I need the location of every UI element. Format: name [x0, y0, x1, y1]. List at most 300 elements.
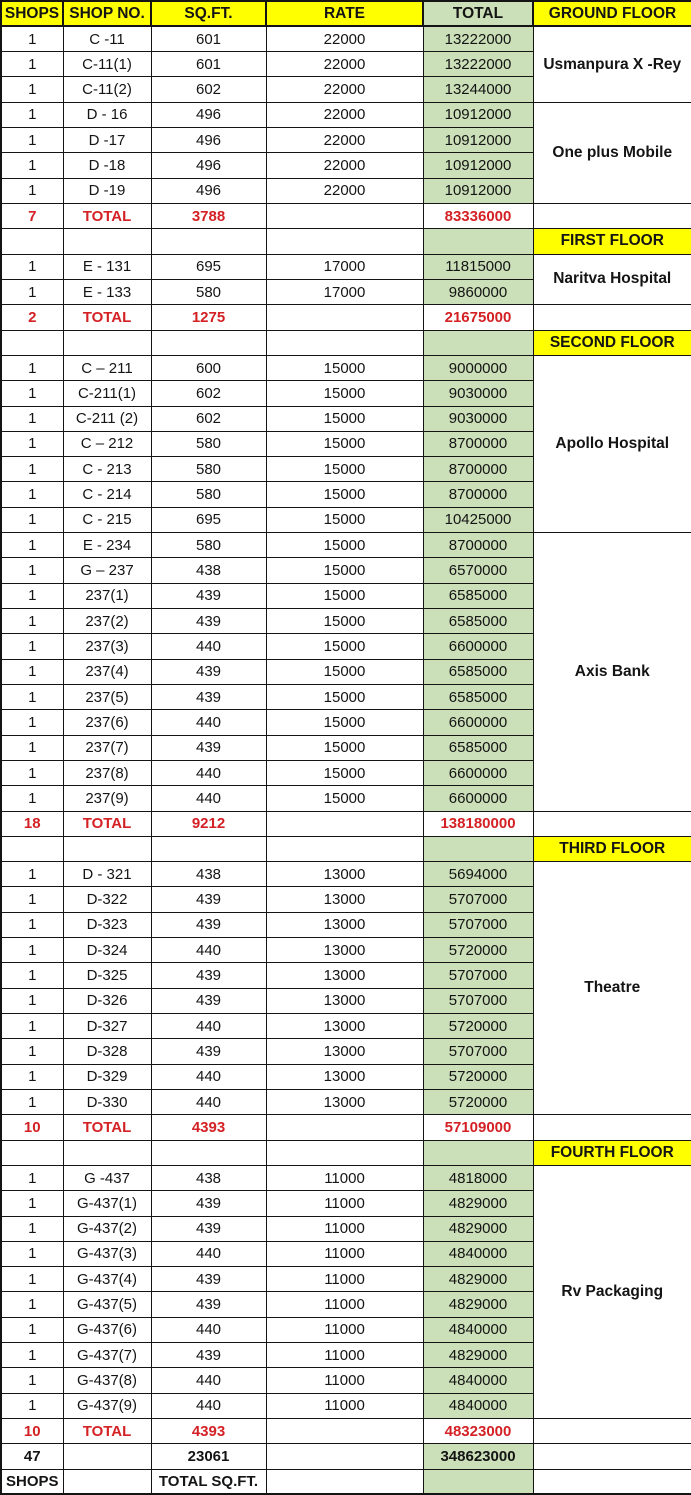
cell-rate[interactable]: 15000	[266, 786, 423, 811]
cell-sqft[interactable]: 440	[151, 1317, 266, 1342]
tenant-cell[interactable]: Theatre	[533, 862, 691, 1115]
cell-shop-no[interactable]: D-330	[63, 1089, 151, 1114]
cell-shop-no[interactable]: G -437	[63, 1165, 151, 1190]
cell-shops[interactable]: 1	[1, 482, 63, 507]
total-label-cell[interactable]: TOTAL	[63, 204, 151, 229]
empty-total-cell[interactable]	[423, 229, 533, 254]
cell-rate[interactable]: 13000	[266, 1089, 423, 1114]
cell-shop-no[interactable]: G-437(4)	[63, 1267, 151, 1292]
tenant-cell[interactable]: Naritva Hospital	[533, 254, 691, 305]
cell-sqft[interactable]: 440	[151, 1089, 266, 1114]
cell-rate[interactable]: 11000	[266, 1191, 423, 1216]
total-sqft-cell[interactable]: 4393	[151, 1419, 266, 1444]
cell-shops[interactable]: 1	[1, 279, 63, 304]
cell-shop-no[interactable]: C – 211	[63, 355, 151, 380]
total-shops-cell[interactable]: 7	[1, 204, 63, 229]
cell-shops[interactable]: 1	[1, 1064, 63, 1089]
empty-cell[interactable]	[151, 1140, 266, 1165]
cell-shops[interactable]: 1	[1, 1267, 63, 1292]
empty-cell[interactable]	[533, 1444, 691, 1469]
cell-total[interactable]: 8700000	[423, 457, 533, 482]
cell-rate[interactable]: 11000	[266, 1292, 423, 1317]
tenant-cell[interactable]: Apollo Hospital	[533, 355, 691, 532]
cell-rate[interactable]: 13000	[266, 862, 423, 887]
cell-shops[interactable]: 1	[1, 128, 63, 153]
total-label-cell[interactable]: TOTAL	[63, 305, 151, 330]
cell-shops[interactable]: 1	[1, 77, 63, 102]
cell-sqft[interactable]: 496	[151, 102, 266, 127]
cell-sqft[interactable]: 580	[151, 533, 266, 558]
empty-cell[interactable]	[533, 305, 691, 330]
empty-cell[interactable]	[266, 1469, 423, 1494]
cell-sqft[interactable]: 580	[151, 431, 266, 456]
cell-shops[interactable]: 1	[1, 1216, 63, 1241]
cell-sqft[interactable]: 439	[151, 887, 266, 912]
cell-shops[interactable]: 1	[1, 634, 63, 659]
cell-shops[interactable]: 1	[1, 1039, 63, 1064]
cell-rate[interactable]: 11000	[266, 1241, 423, 1266]
empty-cell[interactable]	[533, 1469, 691, 1494]
cell-total[interactable]: 13244000	[423, 77, 533, 102]
cell-total[interactable]: 4840000	[423, 1241, 533, 1266]
cell-total[interactable]: 6585000	[423, 659, 533, 684]
cell-rate[interactable]: 15000	[266, 355, 423, 380]
total-sqft-cell[interactable]: 3788	[151, 204, 266, 229]
cell-shop-no[interactable]: D-322	[63, 887, 151, 912]
cell-shops[interactable]: 1	[1, 558, 63, 583]
grand-total-sqft-cell[interactable]: 23061	[151, 1444, 266, 1469]
cell-rate[interactable]: 11000	[266, 1393, 423, 1418]
cell-rate[interactable]: 11000	[266, 1343, 423, 1368]
total-shops-cell[interactable]: 10	[1, 1115, 63, 1140]
cell-shops[interactable]: 1	[1, 963, 63, 988]
cell-sqft[interactable]: 439	[151, 583, 266, 608]
cell-shop-no[interactable]: G-437(1)	[63, 1191, 151, 1216]
cell-total[interactable]: 6600000	[423, 634, 533, 659]
empty-total-cell[interactable]	[423, 836, 533, 861]
cell-total[interactable]: 6600000	[423, 786, 533, 811]
cell-shop-no[interactable]: D-328	[63, 1039, 151, 1064]
cell-sqft[interactable]: 440	[151, 1241, 266, 1266]
cell-rate[interactable]: 15000	[266, 507, 423, 532]
cell-rate[interactable]: 13000	[266, 887, 423, 912]
cell-sqft[interactable]: 440	[151, 1064, 266, 1089]
cell-shops[interactable]: 1	[1, 178, 63, 203]
cell-shops[interactable]: 1	[1, 684, 63, 709]
cell-sqft[interactable]: 439	[151, 1191, 266, 1216]
cell-sqft[interactable]: 439	[151, 988, 266, 1013]
cell-shops[interactable]: 1	[1, 1393, 63, 1418]
cell-shops[interactable]: 1	[1, 1014, 63, 1039]
cell-total[interactable]: 4829000	[423, 1267, 533, 1292]
column-header-1[interactable]: SHOP NO.	[63, 1, 151, 26]
cell-shops[interactable]: 1	[1, 735, 63, 760]
cell-shops[interactable]: 1	[1, 786, 63, 811]
cell-sqft[interactable]: 440	[151, 786, 266, 811]
cell-shop-no[interactable]: C-11(2)	[63, 77, 151, 102]
cell-shops[interactable]: 1	[1, 1343, 63, 1368]
cell-rate[interactable]: 15000	[266, 457, 423, 482]
cell-shop-no[interactable]: 237(3)	[63, 634, 151, 659]
cell-total[interactable]: 4840000	[423, 1368, 533, 1393]
cell-sqft[interactable]: 602	[151, 77, 266, 102]
column-header-4[interactable]: TOTAL	[423, 1, 533, 26]
empty-cell[interactable]	[533, 204, 691, 229]
cell-sqft[interactable]: 439	[151, 912, 266, 937]
column-header-0[interactable]: SHOPS	[1, 1, 63, 26]
cell-sqft[interactable]: 440	[151, 1014, 266, 1039]
cell-shops[interactable]: 1	[1, 1317, 63, 1342]
cell-rate[interactable]: 22000	[266, 52, 423, 77]
grand-total-amount-cell[interactable]: 348623000	[423, 1444, 533, 1469]
cell-sqft[interactable]: 439	[151, 1039, 266, 1064]
empty-cell[interactable]	[1, 330, 63, 355]
cell-total[interactable]: 5694000	[423, 862, 533, 887]
cell-shops[interactable]: 1	[1, 457, 63, 482]
cell-shop-no[interactable]: 237(4)	[63, 659, 151, 684]
total-label-cell[interactable]: TOTAL	[63, 1419, 151, 1444]
cell-rate[interactable]: 13000	[266, 988, 423, 1013]
cell-total[interactable]: 4829000	[423, 1191, 533, 1216]
empty-total-cell[interactable]	[423, 1469, 533, 1494]
cell-shop-no[interactable]: G-437(5)	[63, 1292, 151, 1317]
cell-shops[interactable]: 1	[1, 52, 63, 77]
cell-shops[interactable]: 1	[1, 710, 63, 735]
empty-cell[interactable]	[63, 1444, 151, 1469]
cell-total[interactable]: 10912000	[423, 153, 533, 178]
empty-cell[interactable]	[63, 330, 151, 355]
cell-total[interactable]: 4829000	[423, 1343, 533, 1368]
total-amount-cell[interactable]: 21675000	[423, 305, 533, 330]
cell-total[interactable]: 6585000	[423, 684, 533, 709]
cell-sqft[interactable]: 440	[151, 634, 266, 659]
empty-cell[interactable]	[266, 330, 423, 355]
cell-shop-no[interactable]: 237(5)	[63, 684, 151, 709]
cell-sqft[interactable]: 496	[151, 128, 266, 153]
cell-shop-no[interactable]: D-324	[63, 938, 151, 963]
cell-shop-no[interactable]: D -17	[63, 128, 151, 153]
cell-total[interactable]: 6570000	[423, 558, 533, 583]
cell-shops[interactable]: 1	[1, 988, 63, 1013]
cell-rate[interactable]: 13000	[266, 963, 423, 988]
cell-rate[interactable]: 11000	[266, 1216, 423, 1241]
cell-rate[interactable]: 15000	[266, 659, 423, 684]
empty-cell[interactable]	[266, 811, 423, 836]
cell-shop-no[interactable]: E - 234	[63, 533, 151, 558]
cell-rate[interactable]: 17000	[266, 254, 423, 279]
cell-rate[interactable]: 15000	[266, 760, 423, 785]
cell-rate[interactable]: 11000	[266, 1368, 423, 1393]
cell-total[interactable]: 6600000	[423, 760, 533, 785]
cell-rate[interactable]: 15000	[266, 482, 423, 507]
cell-shops[interactable]: 1	[1, 938, 63, 963]
cell-shops[interactable]: 1	[1, 153, 63, 178]
cell-rate[interactable]: 13000	[266, 1039, 423, 1064]
cell-rate[interactable]: 15000	[266, 735, 423, 760]
cell-rate[interactable]: 15000	[266, 406, 423, 431]
cell-shop-no[interactable]: C – 212	[63, 431, 151, 456]
cell-rate[interactable]: 11000	[266, 1267, 423, 1292]
cell-rate[interactable]: 15000	[266, 710, 423, 735]
cell-sqft[interactable]: 439	[151, 1216, 266, 1241]
cell-shop-no[interactable]: G-437(2)	[63, 1216, 151, 1241]
tenant-cell[interactable]: Rv Packaging	[533, 1165, 691, 1418]
cell-total[interactable]: 13222000	[423, 26, 533, 51]
cell-total[interactable]: 9030000	[423, 406, 533, 431]
empty-cell[interactable]	[63, 229, 151, 254]
floor-header-cell[interactable]: FIRST FLOOR	[533, 229, 691, 254]
cell-shop-no[interactable]: D-326	[63, 988, 151, 1013]
empty-cell[interactable]	[266, 204, 423, 229]
cell-sqft[interactable]: 439	[151, 963, 266, 988]
total-amount-cell[interactable]: 48323000	[423, 1419, 533, 1444]
cell-shop-no[interactable]: D -19	[63, 178, 151, 203]
cell-total[interactable]: 5707000	[423, 988, 533, 1013]
total-amount-cell[interactable]: 138180000	[423, 811, 533, 836]
cell-sqft[interactable]: 580	[151, 482, 266, 507]
empty-cell[interactable]	[151, 229, 266, 254]
cell-total[interactable]: 9000000	[423, 355, 533, 380]
cell-shop-no[interactable]: G-437(8)	[63, 1368, 151, 1393]
cell-total[interactable]: 9860000	[423, 279, 533, 304]
cell-sqft[interactable]: 440	[151, 710, 266, 735]
cell-shops[interactable]: 1	[1, 609, 63, 634]
cell-sqft[interactable]: 695	[151, 507, 266, 532]
cell-shop-no[interactable]: 237(2)	[63, 609, 151, 634]
cell-total[interactable]: 6585000	[423, 609, 533, 634]
cell-shop-no[interactable]: D-329	[63, 1064, 151, 1089]
column-header-3[interactable]: RATE	[266, 1, 423, 26]
total-amount-cell[interactable]: 83336000	[423, 204, 533, 229]
cell-sqft[interactable]: 440	[151, 760, 266, 785]
cell-shops[interactable]: 1	[1, 533, 63, 558]
total-sqft-cell[interactable]: 1275	[151, 305, 266, 330]
cell-shops[interactable]: 1	[1, 887, 63, 912]
cell-shop-no[interactable]: E - 131	[63, 254, 151, 279]
cell-rate[interactable]: 22000	[266, 153, 423, 178]
total-sqft-cell[interactable]: 4393	[151, 1115, 266, 1140]
cell-rate[interactable]: 22000	[266, 128, 423, 153]
cell-rate[interactable]: 11000	[266, 1165, 423, 1190]
cell-total[interactable]: 4840000	[423, 1317, 533, 1342]
cell-shop-no[interactable]: G-437(6)	[63, 1317, 151, 1342]
cell-total[interactable]: 5707000	[423, 912, 533, 937]
cell-shops[interactable]: 1	[1, 26, 63, 51]
cell-shop-no[interactable]: G – 237	[63, 558, 151, 583]
cell-shop-no[interactable]: D-323	[63, 912, 151, 937]
cell-rate[interactable]: 15000	[266, 431, 423, 456]
cell-shops[interactable]: 1	[1, 355, 63, 380]
cell-shops[interactable]: 1	[1, 862, 63, 887]
cell-shop-no[interactable]: D - 321	[63, 862, 151, 887]
cell-total[interactable]: 10425000	[423, 507, 533, 532]
cell-total[interactable]: 9030000	[423, 381, 533, 406]
cell-rate[interactable]: 15000	[266, 609, 423, 634]
cell-shops[interactable]: 1	[1, 431, 63, 456]
empty-cell[interactable]	[266, 1419, 423, 1444]
cell-sqft[interactable]: 439	[151, 1292, 266, 1317]
cell-shops[interactable]: 1	[1, 912, 63, 937]
empty-cell[interactable]	[1, 836, 63, 861]
cell-total[interactable]: 5720000	[423, 938, 533, 963]
cell-sqft[interactable]: 602	[151, 406, 266, 431]
cell-total[interactable]: 8700000	[423, 482, 533, 507]
floor-header-cell[interactable]: THIRD FLOOR	[533, 836, 691, 861]
cell-rate[interactable]: 15000	[266, 684, 423, 709]
cell-sqft[interactable]: 496	[151, 153, 266, 178]
empty-cell[interactable]	[63, 1469, 151, 1494]
empty-cell[interactable]	[266, 229, 423, 254]
cell-total[interactable]: 5707000	[423, 1039, 533, 1064]
cell-rate[interactable]: 15000	[266, 381, 423, 406]
cell-shop-no[interactable]: 237(1)	[63, 583, 151, 608]
cell-shop-no[interactable]: D -18	[63, 153, 151, 178]
cell-total[interactable]: 13222000	[423, 52, 533, 77]
empty-cell[interactable]	[1, 229, 63, 254]
cell-shops[interactable]: 1	[1, 507, 63, 532]
cell-total[interactable]: 5720000	[423, 1064, 533, 1089]
cell-sqft[interactable]: 580	[151, 279, 266, 304]
cell-shop-no[interactable]: D - 16	[63, 102, 151, 127]
cell-shops[interactable]: 1	[1, 1368, 63, 1393]
empty-cell[interactable]	[266, 836, 423, 861]
cell-sqft[interactable]: 580	[151, 457, 266, 482]
cell-sqft[interactable]: 438	[151, 558, 266, 583]
cell-shop-no[interactable]: C-211(1)	[63, 381, 151, 406]
cell-shop-no[interactable]: G-437(9)	[63, 1393, 151, 1418]
cell-total[interactable]: 10912000	[423, 102, 533, 127]
footer-sqft-label[interactable]: TOTAL SQ.FT.	[151, 1469, 266, 1494]
cell-shop-no[interactable]: C -11	[63, 26, 151, 51]
cell-rate[interactable]: 15000	[266, 583, 423, 608]
cell-rate[interactable]: 13000	[266, 938, 423, 963]
empty-cell[interactable]	[151, 330, 266, 355]
cell-total[interactable]: 10912000	[423, 178, 533, 203]
cell-shop-no[interactable]: C - 214	[63, 482, 151, 507]
cell-total[interactable]: 10912000	[423, 128, 533, 153]
cell-total[interactable]: 6585000	[423, 735, 533, 760]
cell-sqft[interactable]: 439	[151, 1267, 266, 1292]
tenant-cell[interactable]: One plus Mobile	[533, 102, 691, 203]
cell-sqft[interactable]: 602	[151, 381, 266, 406]
cell-total[interactable]: 11815000	[423, 254, 533, 279]
cell-sqft[interactable]: 439	[151, 659, 266, 684]
empty-cell[interactable]	[533, 1115, 691, 1140]
cell-total[interactable]: 6600000	[423, 710, 533, 735]
empty-cell[interactable]	[533, 1419, 691, 1444]
cell-rate[interactable]: 22000	[266, 77, 423, 102]
empty-cell[interactable]	[266, 305, 423, 330]
cell-sqft[interactable]: 600	[151, 355, 266, 380]
cell-shops[interactable]: 1	[1, 1241, 63, 1266]
cell-shops[interactable]: 1	[1, 760, 63, 785]
cell-shop-no[interactable]: 237(7)	[63, 735, 151, 760]
cell-rate[interactable]: 13000	[266, 912, 423, 937]
cell-shop-no[interactable]: G-437(7)	[63, 1343, 151, 1368]
cell-sqft[interactable]: 601	[151, 52, 266, 77]
cell-shop-no[interactable]: C - 213	[63, 457, 151, 482]
tenant-cell[interactable]: Usmanpura X -Rey	[533, 26, 691, 102]
footer-shops-label[interactable]: SHOPS	[1, 1469, 63, 1494]
cell-total[interactable]: 4818000	[423, 1165, 533, 1190]
cell-shops[interactable]: 1	[1, 1165, 63, 1190]
cell-shops[interactable]: 1	[1, 381, 63, 406]
cell-total[interactable]: 5707000	[423, 963, 533, 988]
cell-shop-no[interactable]: 237(8)	[63, 760, 151, 785]
cell-shops[interactable]: 1	[1, 254, 63, 279]
cell-rate[interactable]: 22000	[266, 178, 423, 203]
cell-total[interactable]: 4829000	[423, 1292, 533, 1317]
cell-rate[interactable]: 15000	[266, 533, 423, 558]
empty-cell[interactable]	[151, 836, 266, 861]
total-shops-cell[interactable]: 10	[1, 1419, 63, 1444]
cell-shop-no[interactable]: C-11(1)	[63, 52, 151, 77]
empty-cell[interactable]	[266, 1115, 423, 1140]
cell-shops[interactable]: 1	[1, 1191, 63, 1216]
cell-shops[interactable]: 1	[1, 583, 63, 608]
cell-shops[interactable]: 1	[1, 1292, 63, 1317]
cell-rate[interactable]: 15000	[266, 558, 423, 583]
grand-total-shops-cell[interactable]: 47	[1, 1444, 63, 1469]
cell-shops[interactable]: 1	[1, 406, 63, 431]
cell-sqft[interactable]: 440	[151, 1368, 266, 1393]
cell-total[interactable]: 5720000	[423, 1089, 533, 1114]
cell-total[interactable]: 5720000	[423, 1014, 533, 1039]
total-sqft-cell[interactable]: 9212	[151, 811, 266, 836]
floor-header-cell[interactable]: SECOND FLOOR	[533, 330, 691, 355]
cell-total[interactable]: 8700000	[423, 431, 533, 456]
cell-rate[interactable]: 17000	[266, 279, 423, 304]
total-shops-cell[interactable]: 2	[1, 305, 63, 330]
cell-sqft[interactable]: 440	[151, 938, 266, 963]
cell-total[interactable]: 6585000	[423, 583, 533, 608]
cell-sqft[interactable]: 439	[151, 684, 266, 709]
cell-sqft[interactable]: 438	[151, 862, 266, 887]
cell-shops[interactable]: 1	[1, 102, 63, 127]
cell-rate[interactable]: 22000	[266, 102, 423, 127]
empty-cell[interactable]	[266, 1444, 423, 1469]
cell-sqft[interactable]: 439	[151, 609, 266, 634]
cell-rate[interactable]: 13000	[266, 1014, 423, 1039]
cell-total[interactable]: 4840000	[423, 1393, 533, 1418]
cell-total[interactable]: 8700000	[423, 533, 533, 558]
cell-sqft[interactable]: 439	[151, 735, 266, 760]
cell-total[interactable]: 5707000	[423, 887, 533, 912]
cell-sqft[interactable]: 695	[151, 254, 266, 279]
cell-shop-no[interactable]: 237(9)	[63, 786, 151, 811]
cell-shop-no[interactable]: C - 215	[63, 507, 151, 532]
empty-cell[interactable]	[533, 811, 691, 836]
cell-sqft[interactable]: 601	[151, 26, 266, 51]
empty-total-cell[interactable]	[423, 1140, 533, 1165]
tenant-cell[interactable]: Axis Bank	[533, 533, 691, 811]
cell-shop-no[interactable]: 237(6)	[63, 710, 151, 735]
cell-shop-no[interactable]: G-437(3)	[63, 1241, 151, 1266]
column-header-2[interactable]: SQ.FT.	[151, 1, 266, 26]
cell-sqft[interactable]: 439	[151, 1343, 266, 1368]
total-label-cell[interactable]: TOTAL	[63, 811, 151, 836]
empty-total-cell[interactable]	[423, 330, 533, 355]
empty-cell[interactable]	[63, 836, 151, 861]
floor-header-cell[interactable]: FOURTH FLOOR	[533, 1140, 691, 1165]
cell-shop-no[interactable]: C-211 (2)	[63, 406, 151, 431]
cell-rate[interactable]: 13000	[266, 1064, 423, 1089]
cell-shop-no[interactable]: D-327	[63, 1014, 151, 1039]
cell-shops[interactable]: 1	[1, 659, 63, 684]
cell-shop-no[interactable]: E - 133	[63, 279, 151, 304]
empty-cell[interactable]	[63, 1140, 151, 1165]
total-amount-cell[interactable]: 57109000	[423, 1115, 533, 1140]
